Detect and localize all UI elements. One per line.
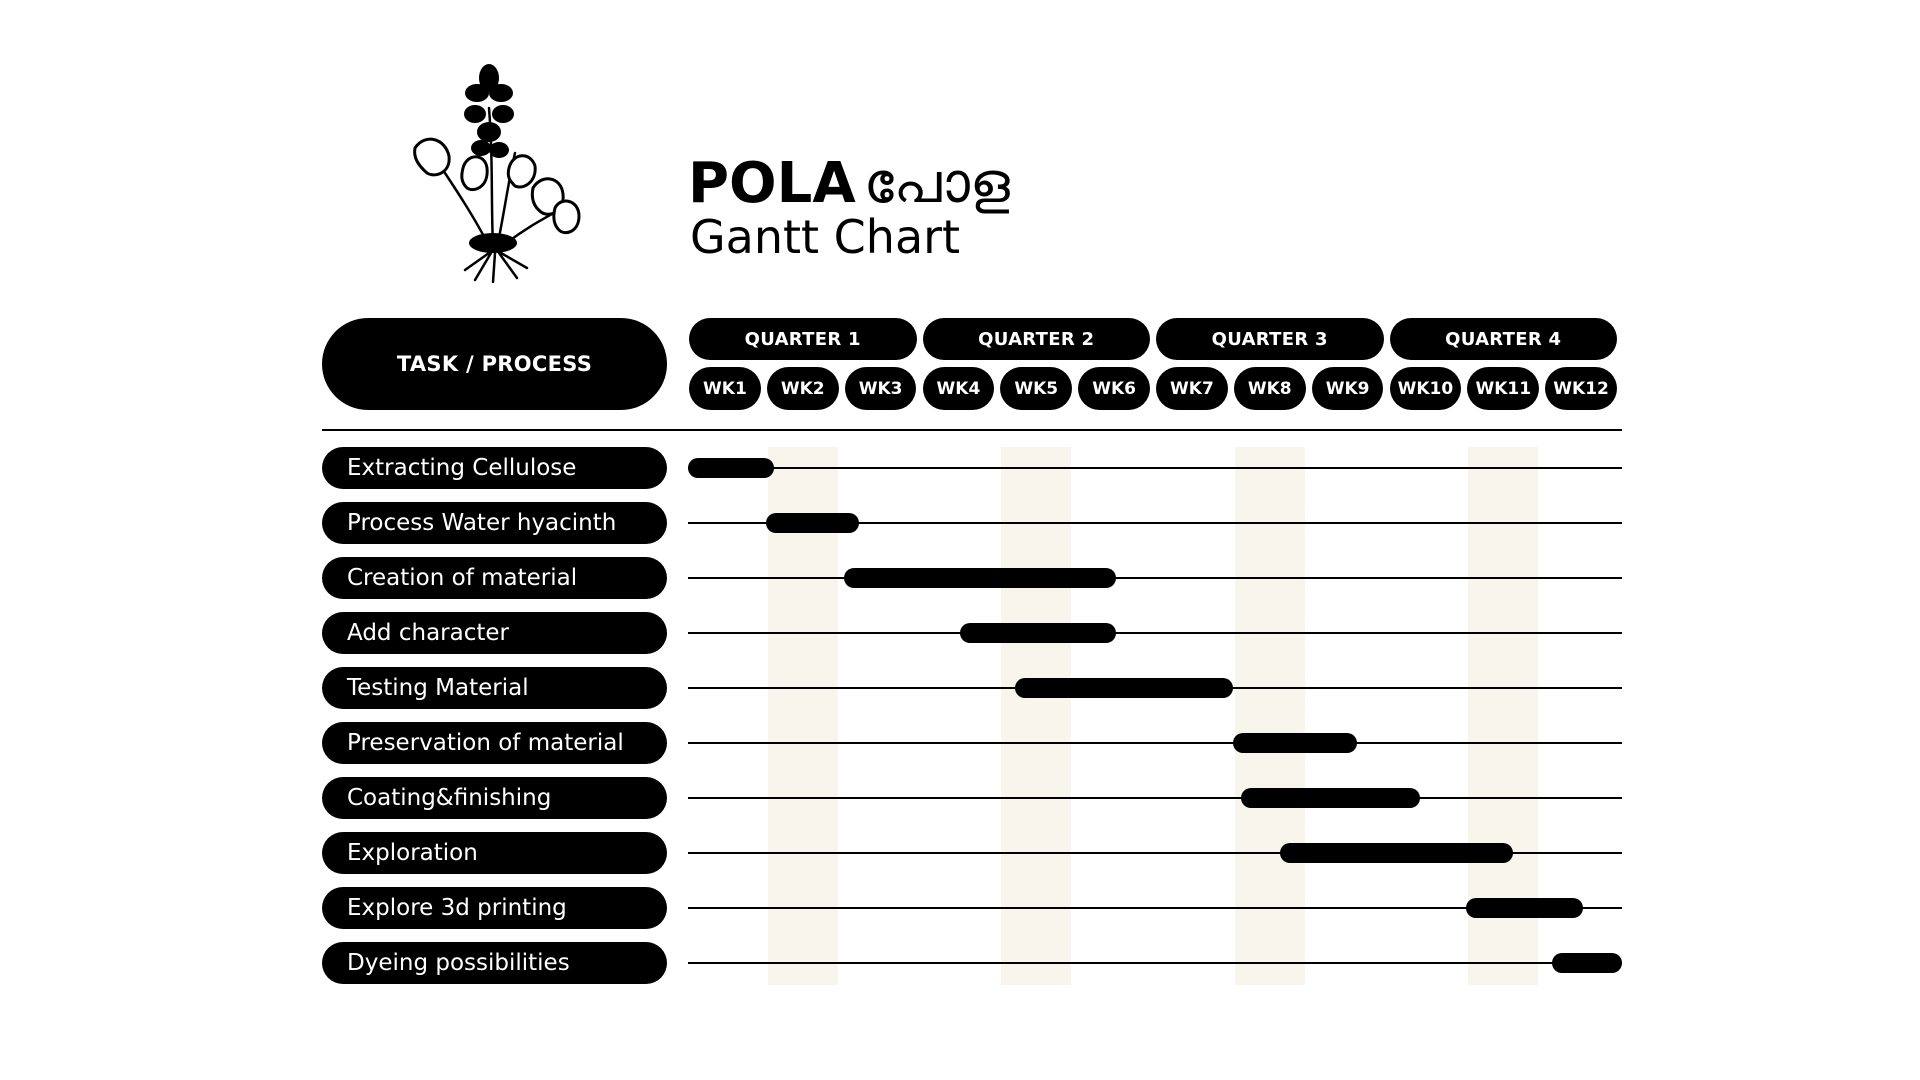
task-row-line [688, 577, 1622, 579]
title-malayalam: പോള [863, 151, 1010, 216]
quarter-header-4: QUARTER 4 [1390, 318, 1618, 360]
task-bar [1466, 898, 1583, 918]
task-label: Preservation of material [322, 722, 667, 764]
task-row-line [688, 632, 1622, 634]
task-label: Extracting Cellulose [322, 447, 667, 489]
week-header-8: WK8 [1234, 367, 1306, 410]
quarter-header-1: QUARTER 1 [689, 318, 917, 360]
task-row-line [688, 797, 1622, 799]
week-header-4: WK4 [923, 367, 995, 410]
task-row-line [688, 962, 1622, 964]
week-shade-column [1235, 447, 1305, 985]
task-bar [1280, 843, 1514, 863]
quarter-header-2: QUARTER 2 [923, 318, 1151, 360]
week-header-6: WK6 [1078, 367, 1150, 410]
task-bar [1552, 953, 1622, 973]
week-header-3: WK3 [845, 367, 917, 410]
week-header-2: WK2 [767, 367, 839, 410]
task-bar [688, 458, 774, 478]
week-header-11: WK11 [1467, 367, 1539, 410]
task-row-line [688, 467, 1622, 469]
title-text: POLA [688, 151, 856, 216]
chart-subtitle: Gantt Chart [690, 210, 961, 264]
task-label: Creation of material [322, 557, 667, 599]
week-shade-column [1001, 447, 1071, 985]
task-bar [766, 513, 859, 533]
task-bar [1241, 788, 1420, 808]
quarter-header-3: QUARTER 3 [1156, 318, 1384, 360]
task-bar [1233, 733, 1358, 753]
week-header-10: WK10 [1390, 367, 1462, 410]
header-divider [322, 429, 1622, 431]
week-header-7: WK7 [1156, 367, 1228, 410]
task-row-line [688, 742, 1622, 744]
task-label: Exploration [322, 832, 667, 874]
chart-title [688, 152, 1010, 216]
water-hyacinth-logo-icon [405, 48, 585, 283]
task-label: Process Water hyacinth [322, 502, 667, 544]
task-bar [1015, 678, 1233, 698]
task-bar [844, 568, 1116, 588]
week-header-12: WK12 [1545, 367, 1617, 410]
task-label: Explore 3d printing [322, 887, 667, 929]
task-label: Coating&finishing [322, 777, 667, 819]
task-label: Testing Material [322, 667, 667, 709]
week-header-5: WK5 [1000, 367, 1072, 410]
task-label: Dyeing possibilities [322, 942, 667, 984]
task-bar [960, 623, 1116, 643]
week-header-1: WK1 [689, 367, 761, 410]
task-label: Add character [322, 612, 667, 654]
week-header-9: WK9 [1312, 367, 1384, 410]
task-column-header: TASK / PROCESS [322, 318, 667, 410]
